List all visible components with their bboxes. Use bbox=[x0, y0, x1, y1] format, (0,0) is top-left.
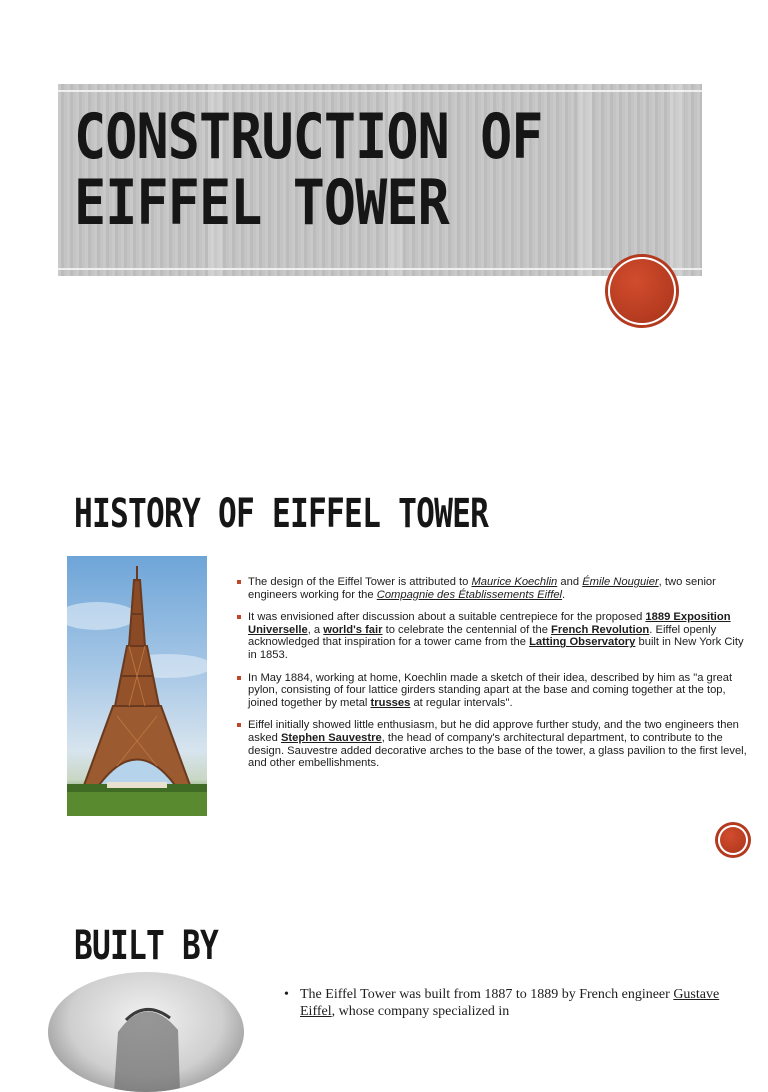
eiffel-tower-photo bbox=[67, 556, 207, 816]
list-item bbox=[236, 719, 752, 769]
bullet-text: It was envisioned after discussion about a suitable centrepiece for the proposed bbox=[248, 611, 646, 624]
history-heading: HISTORY OF EIFFEL TOWER bbox=[74, 491, 489, 537]
banner-texture bbox=[670, 84, 684, 276]
bullet-text: , two senior engineers working for the bbox=[248, 576, 716, 601]
link-trusses[interactable]: trusses bbox=[370, 696, 411, 709]
bullet-text: Eiffel initially showed little enthusiasm, but he did approve further study, and the two engineers then asked bbox=[248, 719, 739, 744]
decorative-circle bbox=[718, 825, 748, 855]
gustave-eiffel-portrait bbox=[48, 972, 244, 1092]
bullet-text: The Eiffel Tower was built from 1887 to 1889 by French engineer bbox=[300, 987, 674, 1002]
list-item bbox=[236, 672, 752, 710]
link-compagnie-eiffel[interactable]: Compagnie des Établissements Eiffel bbox=[376, 588, 563, 601]
link-stephen-sauvestre[interactable]: Stephen Sauvestre bbox=[280, 731, 382, 744]
bullet-text: built in New York City in 1853. bbox=[248, 636, 744, 661]
bullet-text: . Eiffel openly acknowledged that inspiration for a tower came from the bbox=[248, 623, 717, 649]
bullet-text: The design of the Eiffel Tower is attributed to bbox=[248, 576, 472, 588]
link-gustave[interactable]: Gustave bbox=[673, 987, 720, 1002]
bullet-text: at regular intervals". bbox=[410, 696, 513, 709]
list-item bbox=[284, 986, 724, 1020]
link-eiffel[interactable]: Eiffel bbox=[300, 1004, 332, 1019]
bullet-text: to celebrate the centennial of the bbox=[382, 623, 552, 636]
bullet-text: . bbox=[562, 588, 566, 601]
banner-texture bbox=[578, 84, 592, 276]
link-emile-nouguier[interactable]: Émile Nouguier bbox=[582, 576, 659, 588]
bullet-text: , whose company specialized in bbox=[331, 1004, 510, 1019]
link-worlds-fair[interactable]: world's fair bbox=[323, 623, 383, 636]
link-exposition-universelle[interactable]: 1889 Exposition Universelle bbox=[248, 611, 731, 636]
history-bullet-list bbox=[236, 576, 752, 780]
link-french-revolution[interactable]: French Revolution bbox=[551, 623, 650, 636]
decorative-circle bbox=[608, 257, 676, 325]
link-latting-observatory[interactable]: Latting Observatory bbox=[529, 636, 636, 649]
bullet-text: and bbox=[557, 576, 583, 588]
built-by-heading: BUILT BY bbox=[74, 923, 219, 969]
eiffel-tower-illustration bbox=[67, 556, 207, 816]
title-slide bbox=[0, 0, 768, 440]
built-by-bullet-list bbox=[284, 986, 724, 1020]
bullet-text: , a bbox=[307, 623, 324, 636]
link-maurice-koechlin[interactable]: Maurice Koechlin bbox=[471, 576, 558, 588]
portrait-illustration bbox=[48, 972, 244, 1092]
list-item bbox=[236, 576, 752, 601]
bullet-text: , the head of company's architectural department, to contribute to the design. Sauvestre added decorative arches to the base of the tower, a glass pavilion to the first level, and other embellishments. bbox=[248, 731, 747, 770]
bullet-text: In May 1884, working at home, Koechlin made a sketch of their idea, described by him as "a great pylon, consisting of four lattice girders standing apart at the base and coming together at the top, joined together by metal bbox=[248, 671, 733, 709]
list-item bbox=[236, 611, 752, 661]
slide-title: CONSTRUCTION OF EIFFEL TOWER bbox=[74, 100, 543, 239]
title-banner bbox=[58, 84, 702, 276]
